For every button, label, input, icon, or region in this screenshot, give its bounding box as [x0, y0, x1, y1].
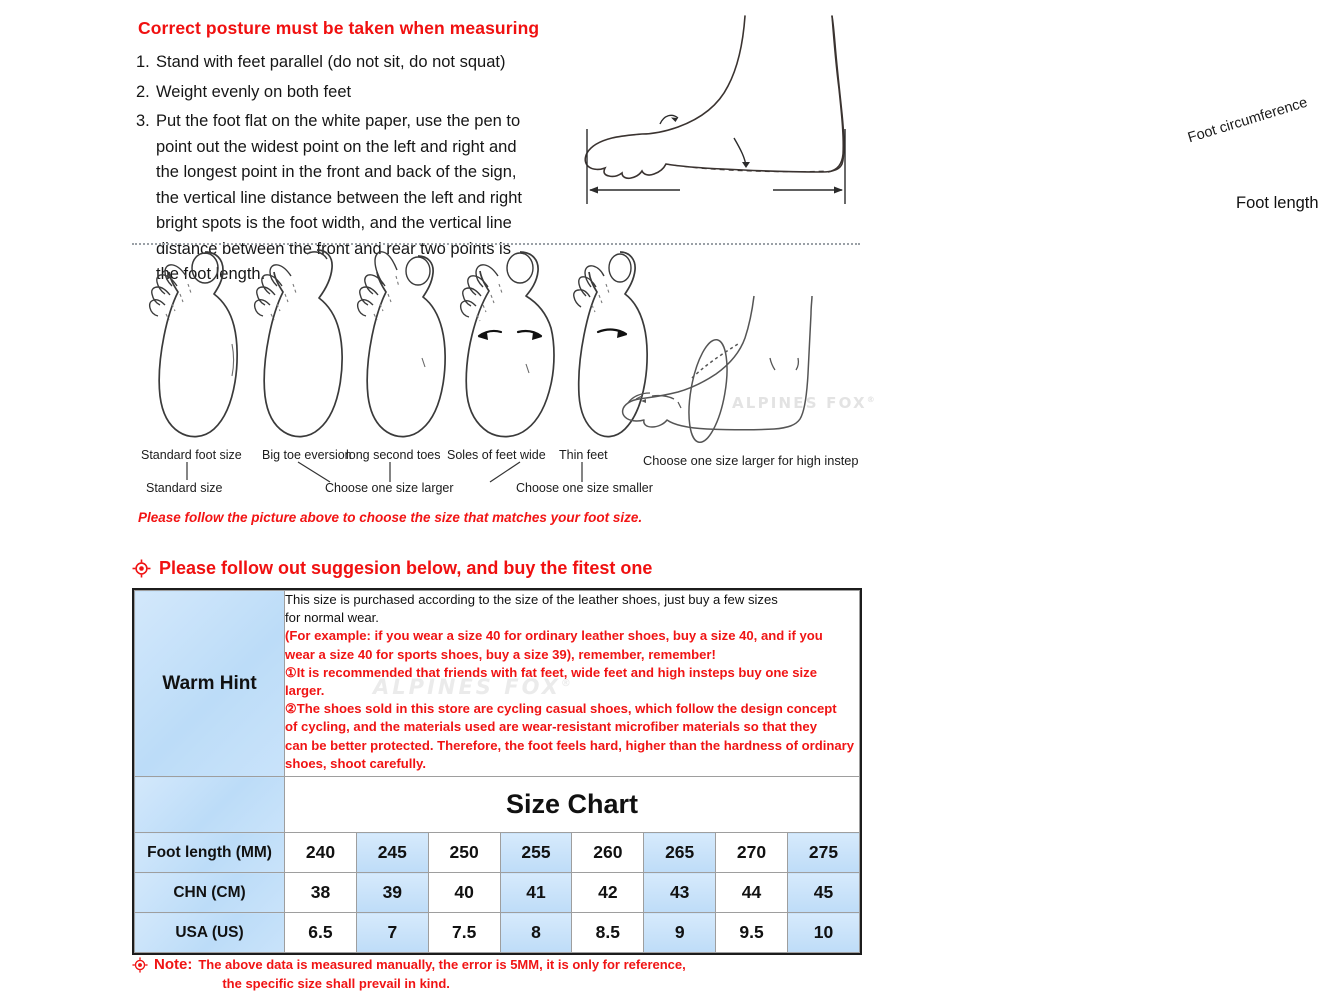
suggestion-heading-text: Please follow out suggesion below, and buy the fitest one — [159, 558, 653, 578]
table-row-size-chart-title — [135, 777, 860, 833]
warm-hint-cell: Warm Hint — [135, 591, 285, 777]
cell-chn-6: 43 — [644, 873, 716, 913]
sole-label-standard: Standard foot size — [141, 448, 242, 462]
sole-label-big-toe-eversion: Big toe eversion — [262, 448, 352, 462]
instep-note-label: Choose one size larger for high instep — [643, 453, 859, 468]
cell-chn-2: 39 — [356, 873, 428, 913]
table-row-warm-hint — [135, 591, 860, 777]
cell-usa-3: 7.5 — [428, 913, 500, 953]
suggestion-heading — [132, 558, 652, 579]
watermark-instep — [732, 394, 877, 412]
hint-line-4: wear a size 40 for sports shoes, buy a size 39), remember, remember! — [285, 646, 716, 662]
sole-label-thin-feet: Thin feet — [559, 448, 608, 462]
cell-foot-length-5: 260 — [572, 833, 644, 873]
instep-foot-illustration — [612, 296, 887, 451]
note-line-1: The above data is measured manually, the error is 5MM, it is only for reference, — [198, 957, 686, 972]
sole-sublabel-one-size-larger: Choose one size larger — [325, 481, 454, 495]
cell-usa-6: 9 — [644, 913, 716, 953]
instep-foot-svg — [612, 296, 887, 451]
note-line-2: the specific size shall prevail in kind. — [222, 976, 450, 991]
please-follow-picture-note: Please follow the picture above to choose the size that matches your foot size. — [138, 510, 643, 525]
table-row-chn — [135, 873, 860, 913]
table-row-foot-length — [135, 833, 860, 873]
cell-chn-7: 44 — [716, 873, 788, 913]
posture-item-1-text: Stand with feet parallel (do not sit, do not squat) — [156, 53, 506, 71]
note-label: Note: — [154, 956, 193, 973]
sole-illustration-long-second-toe — [350, 246, 460, 444]
cell-chn-3: 40 — [428, 873, 500, 913]
cell-foot-length-1: 240 — [285, 833, 357, 873]
foot-circumference-label: Foot circumference — [1186, 94, 1310, 147]
size-chart-spacer-cell — [135, 777, 285, 833]
cell-usa-5: 8.5 — [572, 913, 644, 953]
cell-chn-1: 38 — [285, 873, 357, 913]
cell-foot-length-3: 250 — [428, 833, 500, 873]
cell-usa-8: 10 — [787, 913, 859, 953]
row-header-chn: CHN (CM) — [135, 873, 285, 913]
cell-usa-7: 9.5 — [716, 913, 788, 953]
hint-line-6: larger. — [285, 683, 325, 699]
size-chart-table-wrapper — [132, 588, 862, 955]
watermark-instep-text: ALPINES FOX — [732, 394, 867, 412]
cell-chn-8: 45 — [787, 873, 859, 913]
target-icon — [132, 559, 151, 578]
hint-line-1: This size is purchased according to the size of the leather shoes, just buy a few sizes — [285, 592, 778, 607]
sole-illustration-wide-sole — [454, 246, 566, 444]
size-chart-table — [134, 590, 860, 953]
side-foot-diagram — [560, 14, 1319, 226]
hint-line-7: ②The shoes sold in this store are cycling casual shoes, which follow the design concept — [285, 701, 837, 717]
cell-foot-length-4: 255 — [500, 833, 572, 873]
hint-line-3: (For example: if you wear a size 40 for ordinary leather shoes, buy a size 40, and if you — [285, 628, 823, 644]
posture-heading: Correct posture must be taken when measuring — [138, 18, 540, 38]
cell-usa-1: 6.5 — [285, 913, 357, 953]
hint-text-cell — [285, 591, 860, 777]
sole-sublabel-standard-size: Standard size — [146, 481, 223, 495]
row-header-usa: USA (US) — [135, 913, 285, 953]
hint-line-8: of cycling, and the materials used are wear-resistant microfiber materials so that they — [285, 719, 817, 735]
cell-usa-2: 7 — [356, 913, 428, 953]
posture-item-1 — [136, 50, 536, 76]
posture-item-2-number: 2. — [136, 82, 150, 101]
watermark-table-text: ALPINES FOX — [373, 675, 561, 699]
posture-item-1-number: 1. — [136, 53, 150, 71]
sole-label-soles-wide: Soles of feet wide — [447, 448, 546, 462]
cell-foot-length-2: 245 — [356, 833, 428, 873]
sole-label-long-second-toes: long second toes — [346, 448, 441, 462]
hint-line-5: ①It is recommended that friends with fat feet, wide feet and high insteps buy one size — [285, 664, 817, 680]
sole-illustration-big-toe-eversion — [247, 246, 357, 444]
posture-item-2 — [136, 80, 536, 106]
cell-usa-4: 8 — [500, 913, 572, 953]
cell-foot-length-6: 265 — [644, 833, 716, 873]
foot-length-label: Foot length — [1232, 194, 1323, 213]
watermark-table-mark: ® — [560, 678, 574, 689]
size-chart-title: Size Chart — [285, 777, 860, 833]
row-header-foot-length: Foot length (MM) — [135, 833, 285, 873]
posture-item-2-text: Weight evenly on both feet — [156, 82, 352, 101]
posture-item-3-text: Put the foot flat on the white paper, use the pen to point out the widest point on the left and right and the longest point in the front and back of the sign, the vertical line distance between the left and right bright spots is the foot width, and the vertical line distance between the front and rear two points is the foot length. — [156, 112, 522, 283]
hint-line-10: shoes, shoot carefully. — [285, 755, 426, 771]
cell-chn-5: 42 — [572, 873, 644, 913]
sole-illustrations-row — [132, 246, 652, 446]
hint-line-2: for normal wear. — [285, 610, 379, 626]
sole-sublabel-one-size-smaller: Choose one size smaller — [516, 481, 653, 495]
table-row-usa — [135, 913, 860, 953]
hint-line-9: can be better protected. Therefore, the foot feels hard, higher than the hardness of ordinary — [285, 737, 854, 753]
watermark-instep-mark: ® — [866, 395, 877, 404]
sole-illustration-standard — [142, 246, 252, 444]
cell-foot-length-8: 275 — [787, 833, 859, 873]
posture-item-3-number: 3. — [136, 112, 150, 130]
cell-foot-length-7: 270 — [716, 833, 788, 873]
section-divider — [132, 243, 860, 245]
note-lines — [198, 955, 685, 993]
note-target-icon — [132, 957, 148, 973]
note-block — [132, 955, 686, 993]
side-foot-illustration — [560, 14, 990, 226]
cell-chn-4: 41 — [500, 873, 572, 913]
